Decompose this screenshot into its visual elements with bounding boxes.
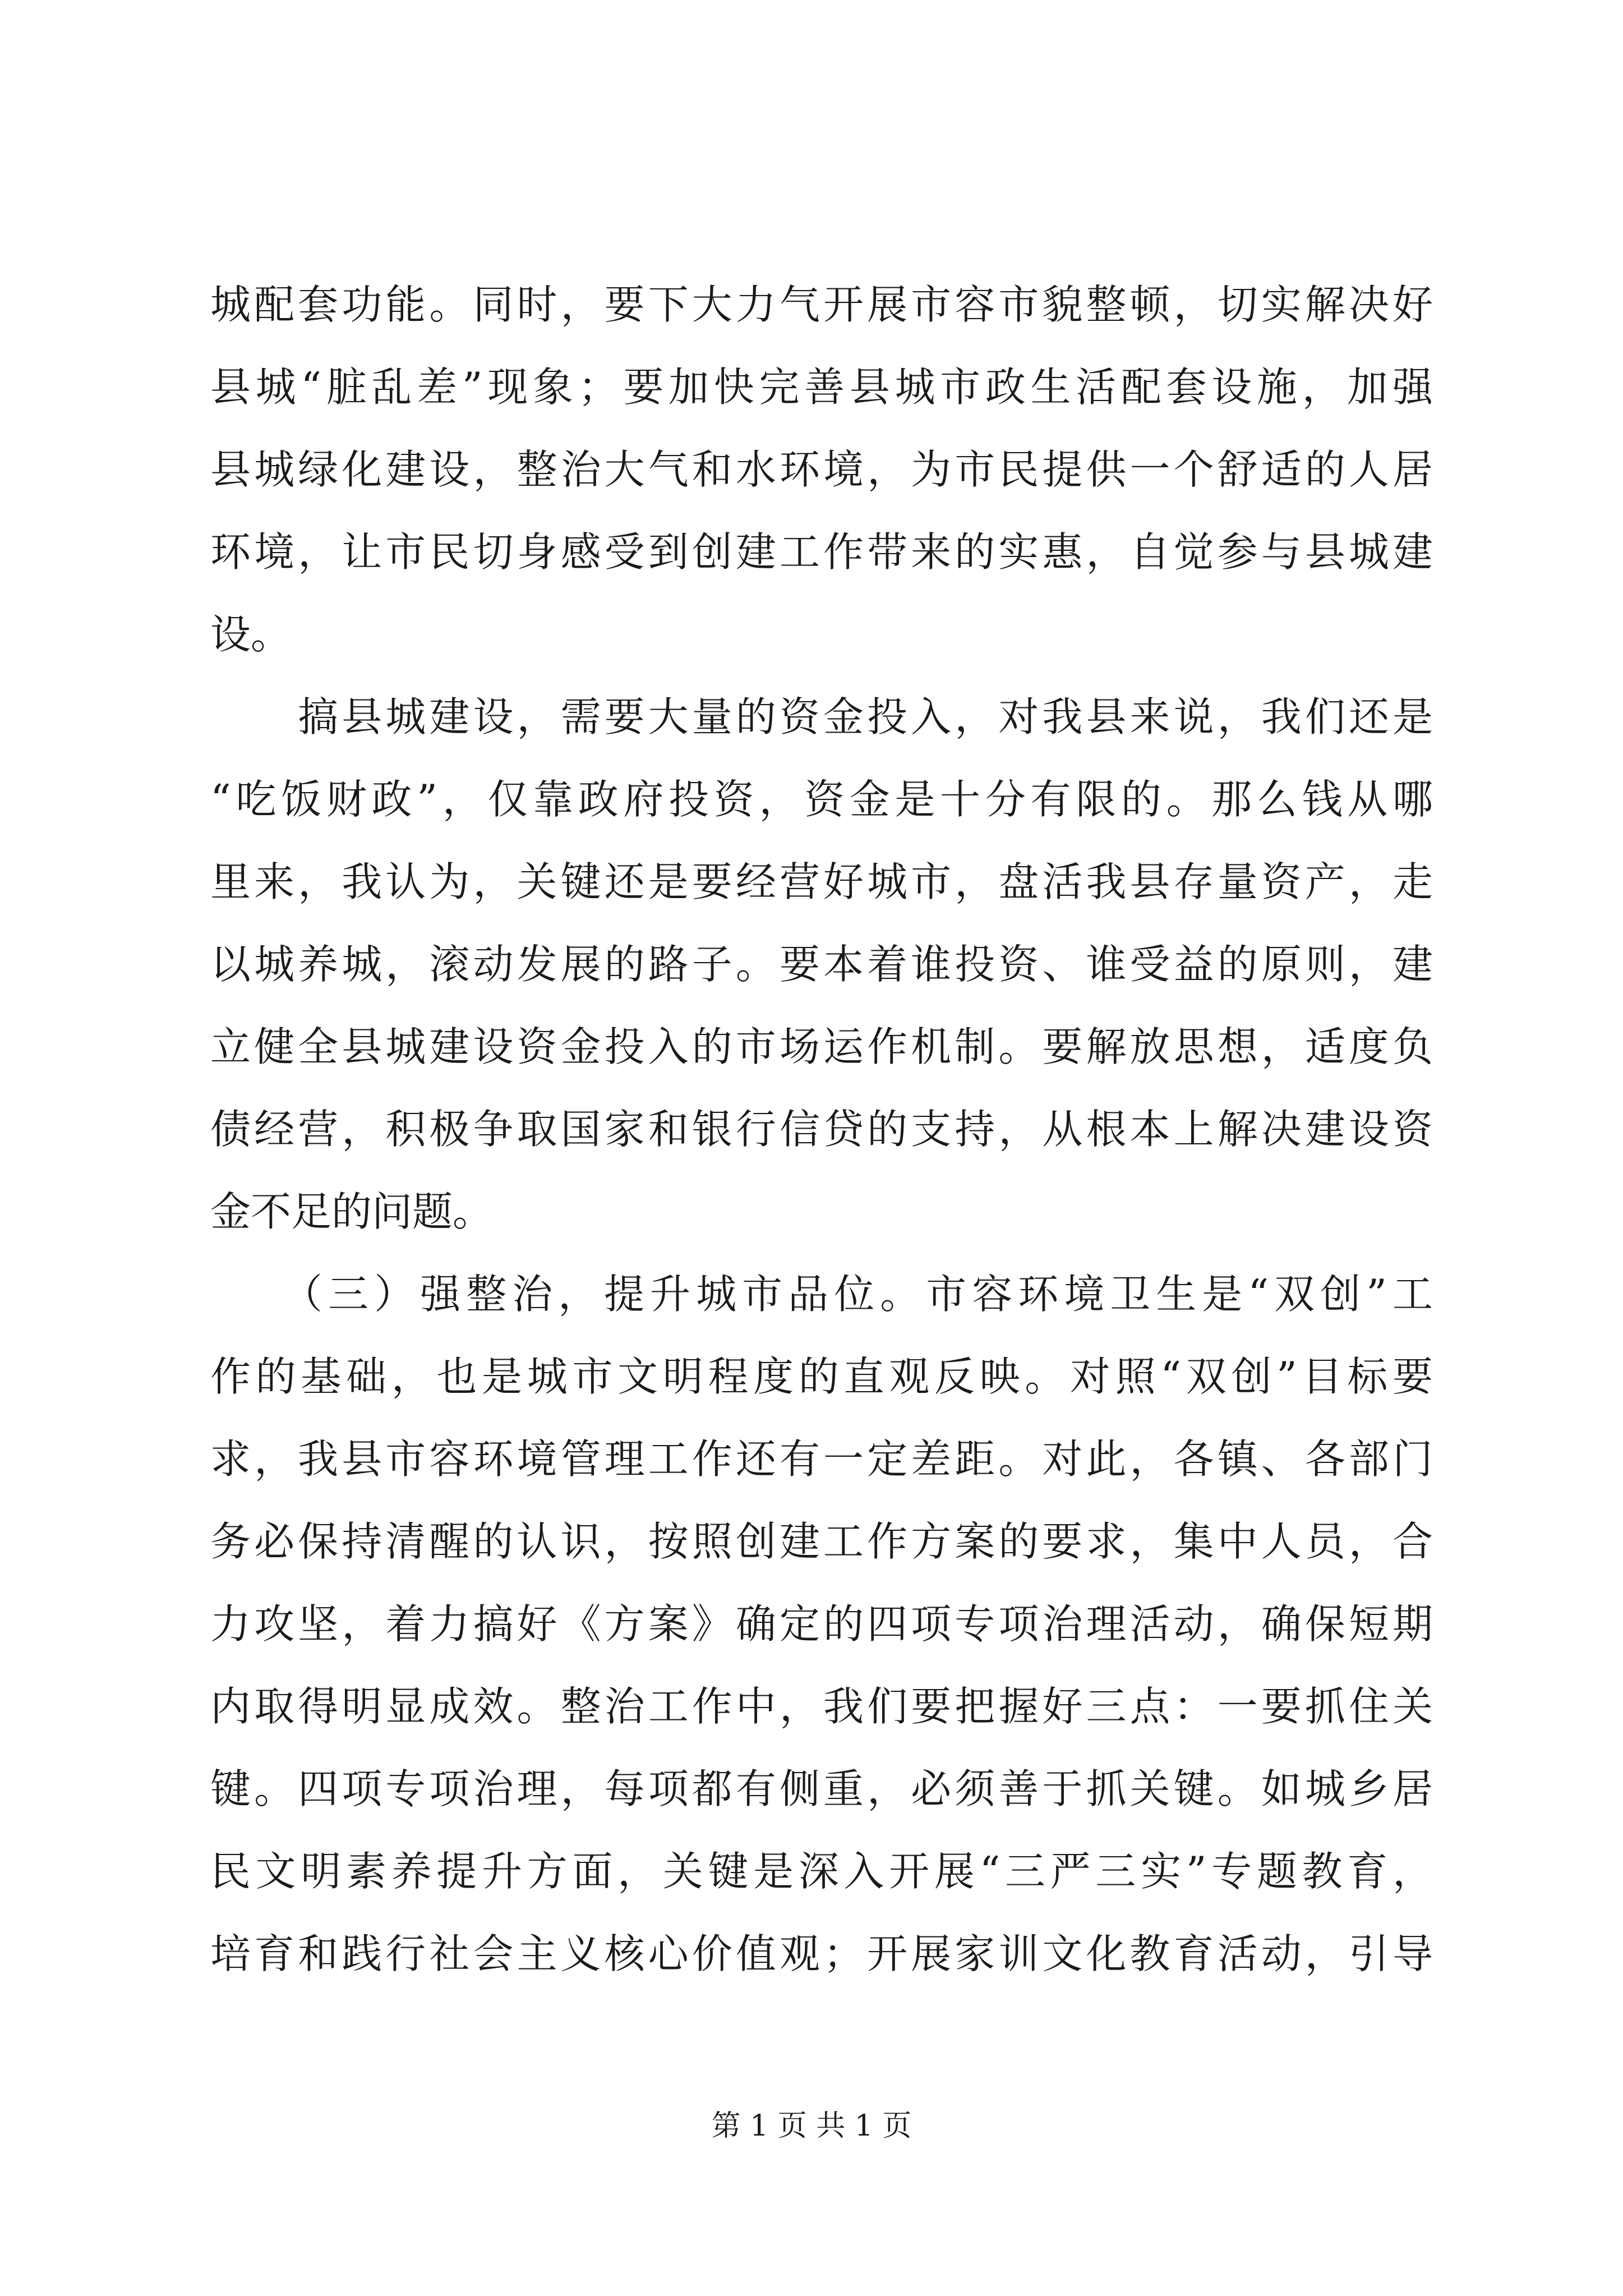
text-line: 求，我县市容环境管理工作还有一定差距。对此，各镇、各部门	[210, 1435, 1433, 1483]
text-line: 搞县城建设，需要大量的资金投入，对我县来说，我们还是	[210, 693, 1433, 740]
text-line: 里来，我认为，关键还是要经营好城市，盘活我县存量资产，走	[210, 858, 1433, 905]
text-line: 县城绿化建设，整治大气和水环境，为市民提供一个舒适的人居	[210, 446, 1433, 493]
text-line: 设。	[210, 611, 292, 658]
page-footer: 第 1 页 共 1 页	[711, 2109, 912, 2143]
text-line: 民文明素养提升方面，关键是深入开展“三严三实”专题教育，	[210, 1848, 1433, 1895]
text-line: 务必保持清醒的认识，按照创建工作方案的要求，集中人员，合	[210, 1518, 1433, 1565]
text-line: 力攻坚，着力搞好《方案》确定的四项专项治理活动，确保短期	[210, 1600, 1433, 1648]
text-line: 县城“脏乱差”现象；要加快完善县城市政生活配套设施，加强	[210, 364, 1433, 411]
text-line: （三）强整治，提升城市品位。市容环境卫生是“双创”工	[210, 1271, 1433, 1318]
text-line: “吃饭财政”，仅靠政府投资，资金是十分有限的。那么钱从哪	[210, 776, 1433, 823]
text-line: 内取得明显成效。整治工作中，我们要把握好三点：一要抓住关	[210, 1683, 1433, 1730]
text-line: 环境，让市民切身感受到创建工作带来的实惠，自觉参与县城建	[210, 528, 1433, 576]
text-line: 培育和践行社会主义核心价值观；开展家训文化教育活动，引导	[210, 1930, 1433, 1977]
text-line: 城配套功能。同时，要下大力气开展市容市貌整顿，切实解决好	[210, 281, 1433, 328]
text-line: 作的基础，也是城市文明程度的直观反映。对照“双创”目标要	[210, 1353, 1433, 1400]
text-line: 金不足的问题。	[210, 1188, 494, 1235]
text-line: 以城养城，滚动发展的路子。要本着谁投资、谁受益的原则，建	[210, 941, 1433, 988]
body-text	[210, 264, 1433, 1995]
text-line: 债经营，积极争取国家和银行信贷的支持，从根本上解决建设资	[210, 1106, 1433, 1153]
text-line: 立健全县城建设资金投入的市场运作机制。要解放思想，适度负	[210, 1023, 1433, 1070]
text-line: 键。四项专项治理，每项都有侧重，必须善于抓关键。如城乡居	[210, 1765, 1433, 1812]
